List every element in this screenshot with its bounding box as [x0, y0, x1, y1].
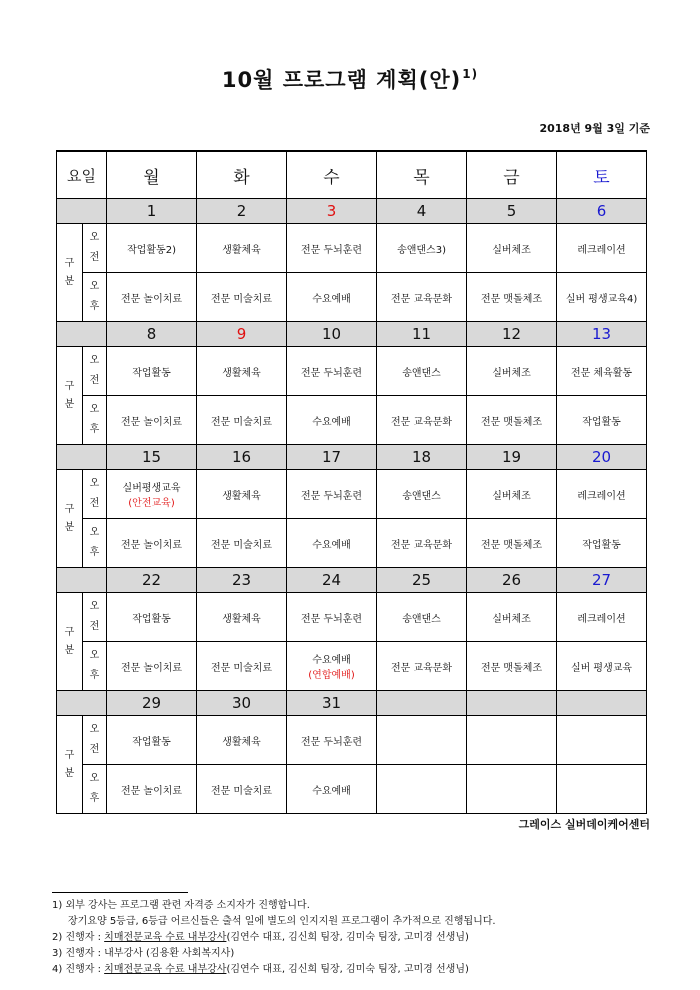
- am-label-char: 오: [89, 232, 100, 243]
- program-name: 생활체육: [222, 736, 261, 748]
- program-name: 전문 놀이치료: [120, 662, 183, 674]
- am-label-char: 전: [89, 375, 100, 386]
- gubun-char: 구: [64, 626, 75, 638]
- program-name: 작업활동2): [127, 244, 176, 256]
- program-name: 전문 놀이치료: [120, 785, 183, 797]
- program-name: 생활체육: [222, 244, 261, 256]
- program-cell: [467, 273, 557, 322]
- program-cell: [107, 347, 197, 396]
- program-name: 전문 맷돌체조: [480, 416, 543, 428]
- program-cell: [467, 716, 557, 765]
- program-cell: [197, 273, 287, 322]
- program-cell: [197, 470, 287, 519]
- schedule-table: [56, 150, 647, 814]
- program-cell: [287, 642, 377, 691]
- program-cell: [377, 765, 467, 814]
- page-title: 10월 프로그램 계획(안)$^{1)}$: [221, 67, 479, 92]
- pm-label-char: 후: [89, 670, 100, 681]
- program-name: 실버체조: [492, 490, 531, 502]
- footnote-1: 1) 외부 강사는 프로그램 관련 자격증 소지자가 진행합니다.: [52, 900, 310, 911]
- program-name: 수요예배: [312, 655, 351, 666]
- am-label-char: 전: [89, 744, 100, 755]
- gubun-label: [57, 593, 83, 691]
- pm-label-char: 오: [89, 527, 100, 538]
- date-row-spacer: [57, 322, 107, 347]
- date-row: [57, 691, 647, 716]
- program-cell: [467, 519, 557, 568]
- date-cell: 27: [557, 568, 647, 593]
- weekday-tue: 화: [197, 151, 287, 199]
- program-cell: [107, 593, 197, 642]
- am-row: [57, 347, 647, 396]
- gubun-label: [57, 470, 83, 568]
- pm-label-char: 오: [89, 404, 100, 415]
- program-name: 송앤댄스: [402, 490, 441, 502]
- program-name: 전문 교육문화: [390, 662, 453, 674]
- am-label-char: 오: [89, 601, 100, 612]
- footnotes: [52, 898, 672, 978]
- program-cell: [377, 642, 467, 691]
- pm-label-char: 오: [89, 281, 100, 292]
- program-cell: [557, 519, 647, 568]
- gubun-label: [57, 716, 83, 814]
- gubun-char: 구: [64, 257, 75, 269]
- program-name: 레크레이션: [577, 244, 626, 256]
- program-cell: [287, 716, 377, 765]
- am-label-char: 전: [89, 252, 100, 263]
- program-name: 실버 평생교육: [570, 662, 633, 674]
- program-cell: [197, 224, 287, 273]
- program-cell: [377, 593, 467, 642]
- program-cell: [287, 470, 377, 519]
- date-row-spacer: [57, 568, 107, 593]
- program-name: 전문 두뇌훈련: [300, 244, 363, 256]
- gubun-char: 구: [64, 380, 75, 392]
- program-name: 전문 두뇌훈련: [300, 613, 363, 625]
- program-name: 전문 놀이치료: [120, 416, 183, 428]
- program-name: 수요예배: [312, 539, 351, 551]
- program-cell: [107, 716, 197, 765]
- pm-label: [83, 642, 107, 691]
- program-name: 수요예배: [312, 293, 351, 305]
- pm-label-char: 오: [89, 773, 100, 784]
- program-cell: [107, 470, 197, 519]
- date-cell: 2: [197, 199, 287, 224]
- pm-label: [83, 273, 107, 322]
- date-cell: 17: [287, 445, 377, 470]
- program-cell: [287, 224, 377, 273]
- pm-row: [57, 396, 647, 445]
- program-cell: [107, 396, 197, 445]
- program-cell: [377, 396, 467, 445]
- program-name: 전문 교육문화: [390, 293, 453, 305]
- date-cell: 10: [287, 322, 377, 347]
- gubun-label: [57, 347, 83, 445]
- footnote-1-continued: 장기요양 5등급, 6등급 어르신들은 출석 일에 별도의 인지지원 프로그램이 추가적으로 진행됩니다.: [68, 916, 496, 927]
- program-name: 전문 두뇌훈련: [300, 736, 363, 748]
- date-cell: 25: [377, 568, 467, 593]
- program-note: (안전교육): [128, 498, 175, 509]
- program-name: 작업활동: [132, 736, 171, 748]
- program-cell: [107, 273, 197, 322]
- program-cell: [197, 347, 287, 396]
- program-name: 전문 미술치료: [210, 293, 273, 305]
- as-of-date: 2018년 9월 3일 기준: [539, 122, 650, 135]
- program-cell: [467, 642, 557, 691]
- program-cell: [557, 347, 647, 396]
- program-cell: [557, 716, 647, 765]
- program-cell: [467, 765, 557, 814]
- program-cell: [197, 642, 287, 691]
- program-cell: [107, 224, 197, 273]
- program-name: 생활체육: [222, 613, 261, 625]
- program-name: 전문 맷돌체조: [480, 293, 543, 305]
- program-cell: [197, 765, 287, 814]
- date-row: [57, 322, 647, 347]
- date-cell: 11: [377, 322, 467, 347]
- pm-label-char: 후: [89, 424, 100, 435]
- date-cell: [377, 691, 467, 716]
- gubun-char: 분: [64, 398, 75, 410]
- pm-row: [57, 519, 647, 568]
- program-cell: [467, 470, 557, 519]
- program-cell: [557, 273, 647, 322]
- am-label-char: 전: [89, 498, 100, 509]
- date-cell: 29: [107, 691, 197, 716]
- program-cell: [557, 593, 647, 642]
- program-name: 전문 미술치료: [210, 662, 273, 674]
- program-cell: [467, 593, 557, 642]
- am-label-char: 전: [89, 621, 100, 632]
- program-name: 수요예배: [312, 416, 351, 428]
- date-row-spacer: [57, 445, 107, 470]
- program-cell: [197, 593, 287, 642]
- gubun-char: 구: [64, 749, 75, 761]
- am-row: [57, 470, 647, 519]
- footnote-divider: [52, 892, 188, 893]
- program-cell: [197, 396, 287, 445]
- pm-label: [83, 396, 107, 445]
- date-cell: 20: [557, 445, 647, 470]
- program-name: 실버평생교육: [122, 483, 181, 494]
- gubun-char: 분: [64, 767, 75, 779]
- program-cell: [557, 765, 647, 814]
- pm-label-char: 오: [89, 650, 100, 661]
- date-cell: 4: [377, 199, 467, 224]
- program-name: 작업활동: [132, 613, 171, 625]
- weekday-mon: 월: [107, 151, 197, 199]
- date-cell: 1: [107, 199, 197, 224]
- pm-row: [57, 273, 647, 322]
- pm-row: [57, 765, 647, 814]
- program-cell: [377, 519, 467, 568]
- organization-name: 그레이스 실버데이케어센터: [518, 818, 650, 831]
- program-cell: [287, 765, 377, 814]
- program-cell: [107, 642, 197, 691]
- program-name: 레크레이션: [577, 490, 626, 502]
- am-label-char: 오: [89, 478, 100, 489]
- date-row: [57, 445, 647, 470]
- date-cell: 15: [107, 445, 197, 470]
- pm-label: [83, 519, 107, 568]
- date-cell: [557, 691, 647, 716]
- program-name: 실버 평생교육4): [565, 293, 638, 305]
- date-cell: 12: [467, 322, 557, 347]
- program-name: 전문 놀이치료: [120, 293, 183, 305]
- program-cell: [557, 224, 647, 273]
- program-name: 전문 두뇌훈련: [300, 490, 363, 502]
- program-name: 전문 맷돌체조: [480, 662, 543, 674]
- am-label-char: 오: [89, 724, 100, 735]
- program-name: 전문 맷돌체조: [480, 539, 543, 551]
- program-cell: [557, 396, 647, 445]
- program-cell: [287, 396, 377, 445]
- program-name: 전문 교육문화: [390, 416, 453, 428]
- date-cell: 8: [107, 322, 197, 347]
- date-cell: 18: [377, 445, 467, 470]
- program-name: 전문 두뇌훈련: [300, 367, 363, 379]
- program-cell: [467, 224, 557, 273]
- weekday-sat: 토: [557, 151, 647, 199]
- date-cell: [467, 691, 557, 716]
- program-name: 전문 체육활동: [570, 367, 633, 379]
- program-name: 송앤댄스: [402, 613, 441, 625]
- footnote-2: 2) 진행자 : 치매전문교육 수료 내부강사(김연수 대표, 김신희 팀장, 김미숙 팀장, 고미경 선생님): [52, 932, 469, 943]
- program-name: 전문 교육문화: [390, 539, 453, 551]
- program-name: 전문 미술치료: [210, 416, 273, 428]
- program-cell: [377, 716, 467, 765]
- date-row-spacer: [57, 199, 107, 224]
- date-cell: 5: [467, 199, 557, 224]
- program-name: 레크레이션: [577, 613, 626, 625]
- am-row: [57, 224, 647, 273]
- program-name: 생활체육: [222, 490, 261, 502]
- date-cell: 23: [197, 568, 287, 593]
- gubun-char: 분: [64, 521, 75, 533]
- date-cell: 16: [197, 445, 287, 470]
- title-footnote-mark: 1): [462, 67, 479, 81]
- program-cell: [197, 716, 287, 765]
- date-cell: 22: [107, 568, 197, 593]
- am-label: [83, 593, 107, 642]
- program-cell: [107, 765, 197, 814]
- gubun-char: 구: [64, 503, 75, 515]
- date-cell: 31: [287, 691, 377, 716]
- date-cell: 9: [197, 322, 287, 347]
- gubun-label: [57, 224, 83, 322]
- footnote-3: 3) 진행자 : 내부강사 (김용환 사회복지사): [52, 948, 235, 959]
- gubun-char: 분: [64, 275, 75, 287]
- program-name: 작업활동: [582, 416, 621, 428]
- weekday-wed: 수: [287, 151, 377, 199]
- footnote-4: 4) 진행자 : 치매전문교육 수료 내부강사(김연수 대표, 김신희 팀장, 김미숙 팀장, 고미경 선생님): [52, 964, 469, 975]
- program-cell: [377, 470, 467, 519]
- program-name: 수요예배: [312, 785, 351, 797]
- date-row-spacer: [57, 691, 107, 716]
- program-cell: [287, 593, 377, 642]
- program-name: 전문 놀이치료: [120, 539, 183, 551]
- program-cell: [197, 519, 287, 568]
- program-cell: [377, 347, 467, 396]
- date-row: [57, 568, 647, 593]
- date-cell: 24: [287, 568, 377, 593]
- weekday-header-label: 요일: [57, 151, 107, 199]
- am-label: [83, 470, 107, 519]
- program-cell: [287, 273, 377, 322]
- gubun-char: 분: [64, 644, 75, 656]
- am-label: [83, 224, 107, 273]
- program-name: 실버체조: [492, 613, 531, 625]
- date-cell: 3: [287, 199, 377, 224]
- weekday-thu: 목: [377, 151, 467, 199]
- program-name: 전문 미술치료: [210, 785, 273, 797]
- program-cell: [377, 224, 467, 273]
- weekday-fri: 금: [467, 151, 557, 199]
- program-name: 실버체조: [492, 367, 531, 379]
- program-note: (연합예배): [308, 670, 355, 681]
- program-cell: [287, 347, 377, 396]
- program-name: 실버체조: [492, 244, 531, 256]
- am-label-char: 오: [89, 355, 100, 366]
- program-cell: [287, 519, 377, 568]
- pm-label-char: 후: [89, 301, 100, 312]
- date-cell: 30: [197, 691, 287, 716]
- program-cell: [377, 273, 467, 322]
- pm-label: [83, 765, 107, 814]
- program-name: 송앤댄스3): [397, 244, 446, 256]
- program-name: 생활체육: [222, 367, 261, 379]
- pm-label-char: 후: [89, 793, 100, 804]
- date-cell: 6: [557, 199, 647, 224]
- program-name: 송앤댄스: [402, 367, 441, 379]
- am-label: [83, 716, 107, 765]
- program-cell: [557, 470, 647, 519]
- am-row: [57, 593, 647, 642]
- program-name: 전문 미술치료: [210, 539, 273, 551]
- weekday-header-row: [57, 151, 647, 199]
- am-row: [57, 716, 647, 765]
- program-name: 작업활동: [132, 367, 171, 379]
- date-cell: 26: [467, 568, 557, 593]
- pm-label-char: 후: [89, 547, 100, 558]
- program-cell: [557, 642, 647, 691]
- date-cell: 13: [557, 322, 647, 347]
- program-name: 작업활동: [582, 539, 621, 551]
- program-cell: [467, 396, 557, 445]
- date-cell: 19: [467, 445, 557, 470]
- pm-row: [57, 642, 647, 691]
- program-cell: [107, 519, 197, 568]
- am-label: [83, 347, 107, 396]
- date-row: [57, 199, 647, 224]
- program-cell: [467, 347, 557, 396]
